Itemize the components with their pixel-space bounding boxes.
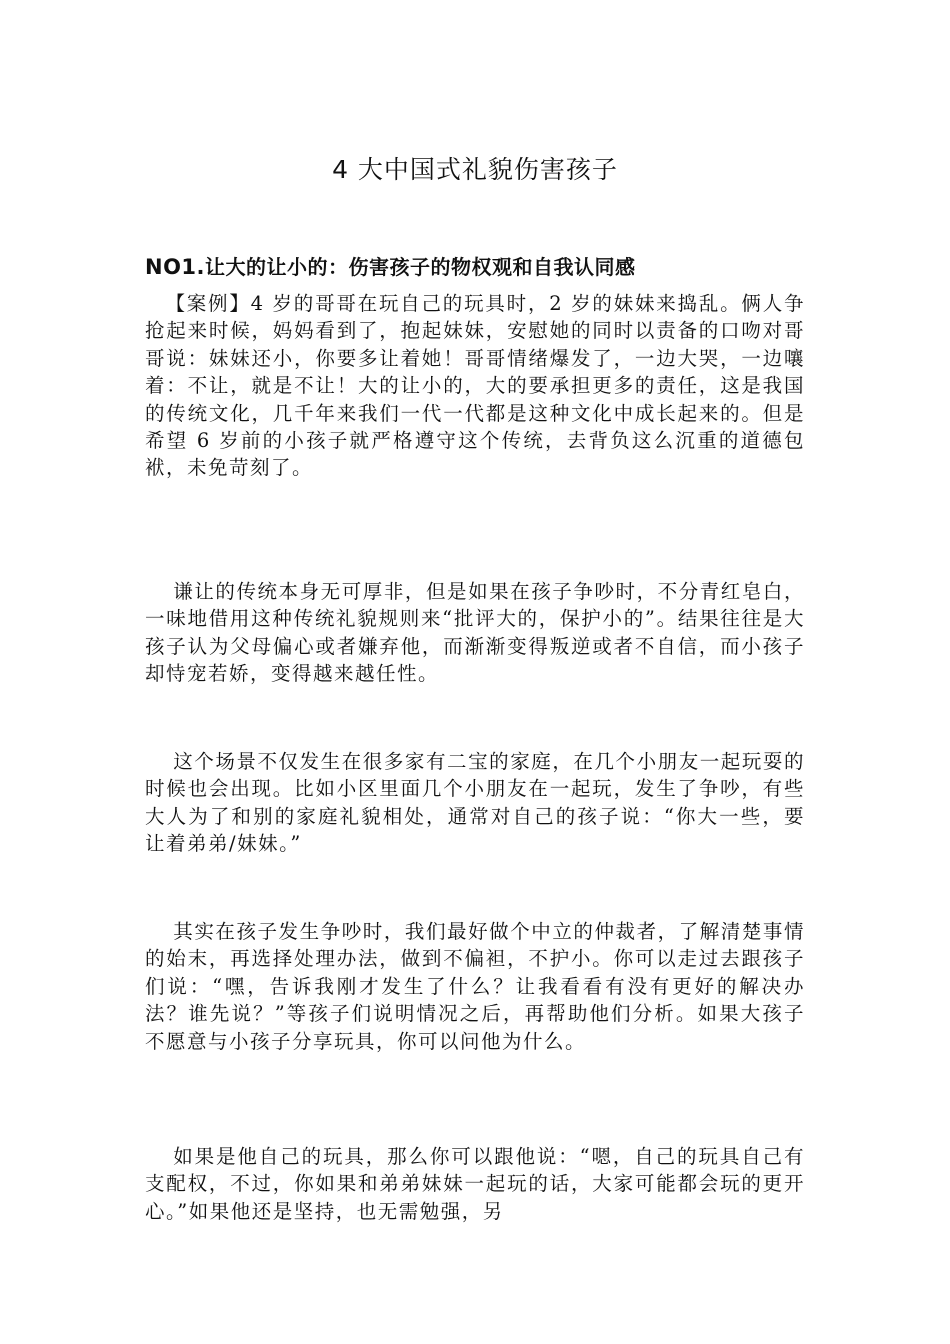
body-paragraph: 这个场景不仅发生在很多家有二宝的家庭，在几个小朋友一起玩耍的时候也会出现。比如小区里面几个小朋友在一起玩，发生了争吵，有些大人为了和别的家庭礼貌相处，通常对自己的孩子说：“你大一些，要让着弟弟/妹妹。”: [145, 750, 805, 856]
body-paragraph: 如果是他自己的玩具，那么你可以跟他说：“嗯，自己的玩具自己有支配权，不过，你如果和弟弟妹妹一起玩的话，大家可能都会玩的更开心。”如果他还是坚持，也无需勉强，另: [145, 1145, 805, 1223]
case-paragraph: 【案例】4 岁的哥哥在玩自己的玩具时，2 岁的妹妹来捣乱。俩人争抢起来时候，妈妈看到了，抱起妹妹，安慰她的同时以责备的口吻对哥哥说：妹妹还小，你要多让着她！哥哥情绪爆发了，一边大哭，一边嚷着：不让，就是不让！大的让小的，大的要承担更多的责任，这是我国的传统文化，几千年来我们一代一代都是这种文化中成长起来的。但是希望 6 岁前的小孩子就严格遵守这个传统，去背负这么沉重的道德包袱，未免苛刻了。: [145, 292, 805, 480]
document-title: 4 大中国式礼貌伤害孩子: [332, 155, 618, 184]
section-heading: [145, 250, 825, 284]
section-heading-text: 让大的让小的：伤害孩子的物权观和自我认同感: [205, 255, 636, 279]
body-paragraph: 其实在孩子发生争吵时，我们最好做个中立的仲裁者，了解清楚事情的始末，再选择处理办法，做到不偏袒，不护小。你可以走过去跟孩子们说：“嘿，告诉我刚才发生了什么？让我看看有没有更好的解决办法？谁先说？”等孩子们说明情况之后，再帮助他们分析。如果大孩子不愿意与小孩子分享玩具，你可以问他为什么。: [145, 920, 805, 1053]
body-paragraph: 谦让的传统本身无可厚非，但是如果在孩子争吵时，不分青红皂白，一味地借用这种传统礼貌规则来“批评大的，保护小的”。结果往往是大孩子认为父母偏心或者嫌弃他，而渐渐变得叛逆或者不自信，而小孩子却恃宠若娇，变得越来越任性。: [145, 580, 805, 686]
section-number: NO1.: [145, 255, 206, 279]
